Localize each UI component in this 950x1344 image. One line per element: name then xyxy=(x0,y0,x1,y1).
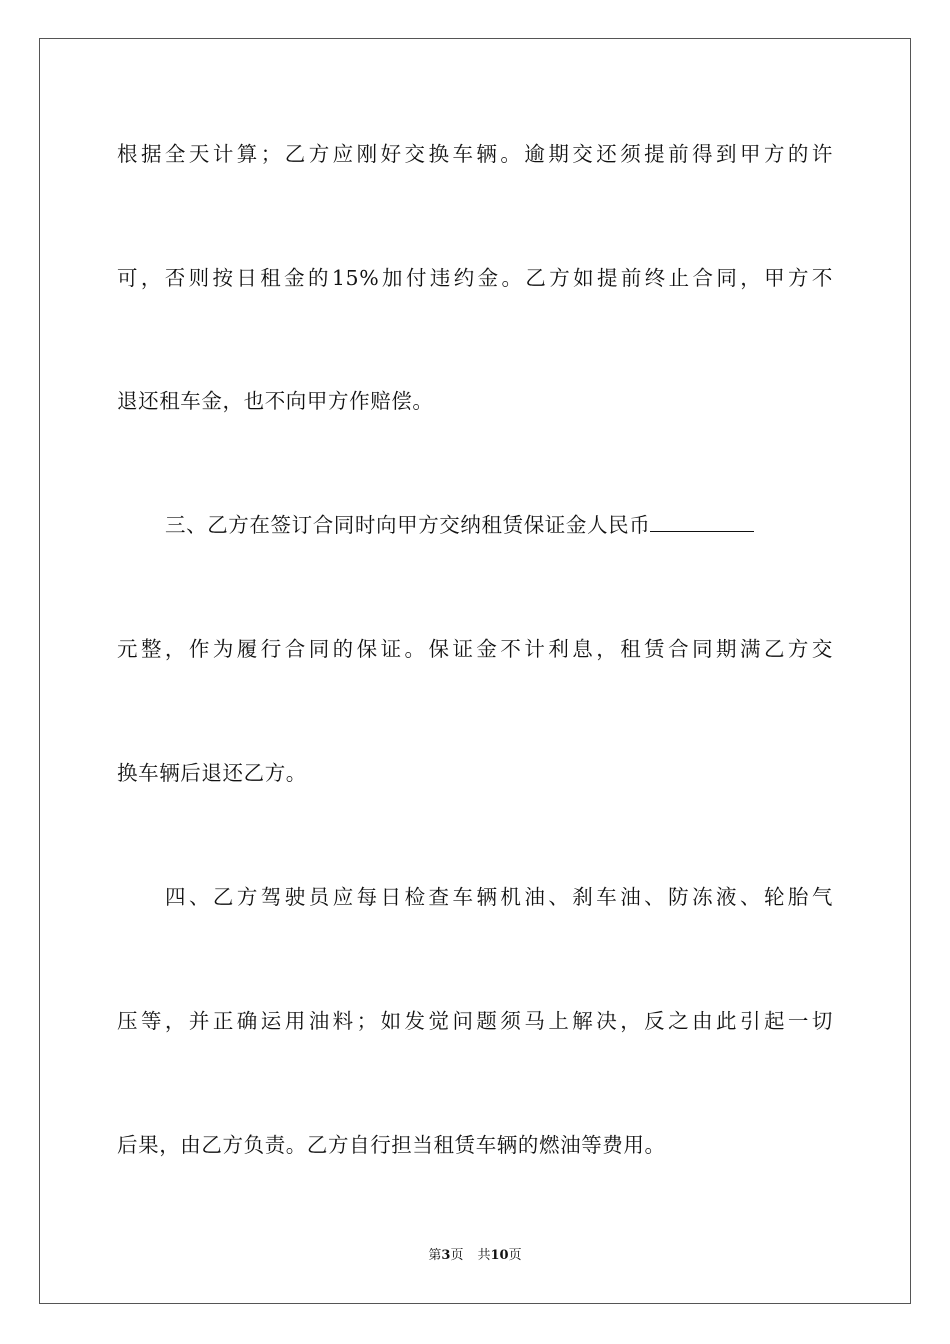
body-line-9: 后果，由乙方负责。乙方自行担当租赁车辆的燃油等费用。 xyxy=(117,1133,666,1157)
footer-page-suffix: 页 xyxy=(450,1248,464,1263)
page-border xyxy=(39,38,911,1304)
footer-total-number: 10 xyxy=(490,1248,509,1263)
footer-total-suffix: 页 xyxy=(508,1248,522,1263)
body-line-2: 可，否则按日租金的15%加付违约金。乙方如提前终止合同，甲方不 xyxy=(117,266,833,290)
page-footer xyxy=(0,1247,950,1265)
body-line-3: 退还租车金，也不向甲方作赔偿。 xyxy=(117,389,434,413)
deposit-amount-blank xyxy=(650,511,754,532)
body-line-7: 四、乙方驾驶员应每日检查车辆机油、刹车油、防冻液、轮胎气 xyxy=(165,885,833,909)
body-line-8: 压等，并正确运用油料；如发觉问题须马上解决，反之由此引起一切 xyxy=(117,1009,833,1033)
body-line-1: 根据全天计算；乙方应刚好交换车辆。逾期交还须提前得到甲方的许 xyxy=(117,142,833,166)
body-line-5: 元整，作为履行合同的保证。保证金不计利息，租赁合同期满乙方交 xyxy=(117,637,833,661)
body-line-4 xyxy=(117,511,833,539)
footer-total-prefix: 共 xyxy=(477,1248,491,1263)
footer-page-prefix: 第 xyxy=(428,1248,442,1263)
footer-page-number: 3 xyxy=(441,1248,451,1263)
section-three-text: 三、乙方在签订合同时向甲方交纳租赁保证金人民币 xyxy=(165,513,651,537)
body-line-6: 换车辆后退还乙方。 xyxy=(117,761,307,785)
